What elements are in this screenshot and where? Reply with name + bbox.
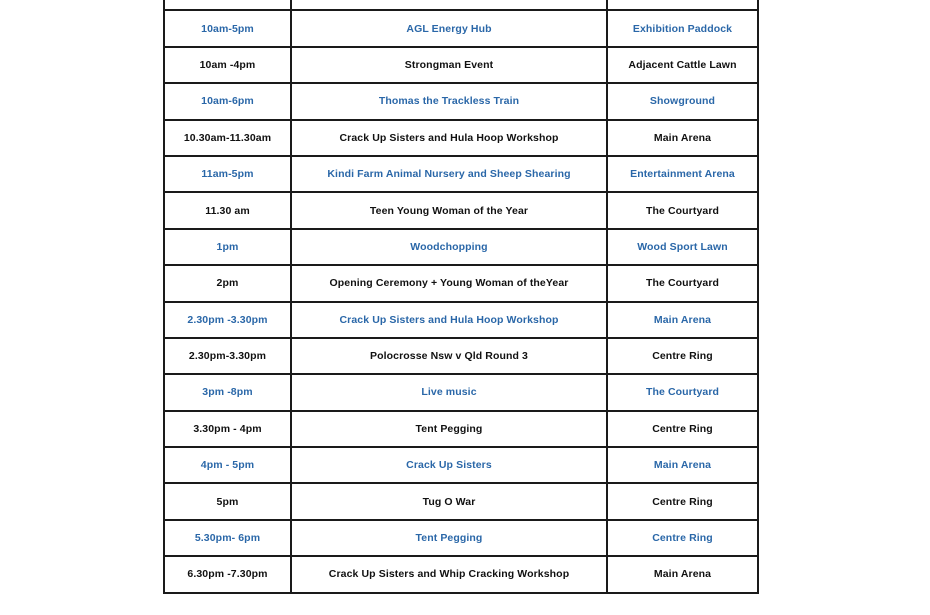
table-row bbox=[164, 302, 758, 338]
event-cell bbox=[291, 0, 607, 10]
event-cell: Kindi Farm Animal Nursery and Sheep Shearing bbox=[291, 156, 607, 192]
event-cell: Crack Up Sisters and Hula Hoop Workshop bbox=[291, 120, 607, 156]
event-cell: Opening Ceremony + Young Woman of theYear bbox=[291, 265, 607, 301]
event-cell: Tent Pegging bbox=[291, 411, 607, 447]
location-cell: Centre Ring bbox=[607, 483, 758, 519]
table-row bbox=[164, 192, 758, 228]
time-cell: 2.30pm-3.30pm bbox=[164, 338, 291, 374]
time-cell bbox=[164, 0, 291, 10]
event-cell: Crack Up Sisters bbox=[291, 447, 607, 483]
time-cell: 10am -4pm bbox=[164, 47, 291, 83]
time-cell: 2pm bbox=[164, 265, 291, 301]
location-cell: Main Arena bbox=[607, 302, 758, 338]
time-cell: 10am-5pm bbox=[164, 10, 291, 46]
table-row bbox=[164, 374, 758, 410]
table-row bbox=[164, 120, 758, 156]
location-cell: Wood Sport Lawn bbox=[607, 229, 758, 265]
time-cell: 2.30pm -3.30pm bbox=[164, 302, 291, 338]
event-cell: Live music bbox=[291, 374, 607, 410]
table-row bbox=[164, 265, 758, 301]
table-row bbox=[164, 83, 758, 119]
event-cell: Tug O War bbox=[291, 483, 607, 519]
table-row bbox=[164, 0, 758, 10]
event-cell: Strongman Event bbox=[291, 47, 607, 83]
event-cell: Polocrosse Nsw v Qld Round 3 bbox=[291, 338, 607, 374]
event-cell: Crack Up Sisters and Hula Hoop Workshop bbox=[291, 302, 607, 338]
location-cell: Main Arena bbox=[607, 447, 758, 483]
time-cell: 10.30am-11.30am bbox=[164, 120, 291, 156]
location-cell: Showground bbox=[607, 83, 758, 119]
time-cell: 3pm -8pm bbox=[164, 374, 291, 410]
time-cell: 1pm bbox=[164, 229, 291, 265]
time-cell: 5.30pm- 6pm bbox=[164, 520, 291, 556]
schedule-table bbox=[163, 0, 759, 594]
time-cell: 10am-6pm bbox=[164, 83, 291, 119]
time-cell: 3.30pm - 4pm bbox=[164, 411, 291, 447]
table-row bbox=[164, 447, 758, 483]
event-cell: Woodchopping bbox=[291, 229, 607, 265]
event-cell: Thomas the Trackless Train bbox=[291, 83, 607, 119]
location-cell: Centre Ring bbox=[607, 338, 758, 374]
time-cell: 11am-5pm bbox=[164, 156, 291, 192]
event-cell: Crack Up Sisters and Whip Cracking Workshop bbox=[291, 556, 607, 592]
location-cell: Main Arena bbox=[607, 556, 758, 592]
table-row bbox=[164, 10, 758, 46]
location-cell bbox=[607, 0, 758, 10]
location-cell: Main Arena bbox=[607, 120, 758, 156]
location-cell: The Courtyard bbox=[607, 192, 758, 228]
table-row bbox=[164, 156, 758, 192]
location-cell: Adjacent Cattle Lawn bbox=[607, 47, 758, 83]
location-cell: Exhibition Paddock bbox=[607, 10, 758, 46]
table-row bbox=[164, 229, 758, 265]
table-row bbox=[164, 483, 758, 519]
table-row bbox=[164, 520, 758, 556]
location-cell: Centre Ring bbox=[607, 520, 758, 556]
event-cell: Tent Pegging bbox=[291, 520, 607, 556]
event-cell: AGL Energy Hub bbox=[291, 10, 607, 46]
location-cell: Entertainment Arena bbox=[607, 156, 758, 192]
schedule-body bbox=[164, 0, 758, 593]
time-cell: 5pm bbox=[164, 483, 291, 519]
table-row bbox=[164, 556, 758, 592]
time-cell: 11.30 am bbox=[164, 192, 291, 228]
time-cell: 4pm - 5pm bbox=[164, 447, 291, 483]
location-cell: The Courtyard bbox=[607, 374, 758, 410]
time-cell: 6.30pm -7.30pm bbox=[164, 556, 291, 592]
location-cell: Centre Ring bbox=[607, 411, 758, 447]
table-row bbox=[164, 338, 758, 374]
location-cell: The Courtyard bbox=[607, 265, 758, 301]
table-row bbox=[164, 47, 758, 83]
event-cell: Teen Young Woman of the Year bbox=[291, 192, 607, 228]
table-row bbox=[164, 411, 758, 447]
